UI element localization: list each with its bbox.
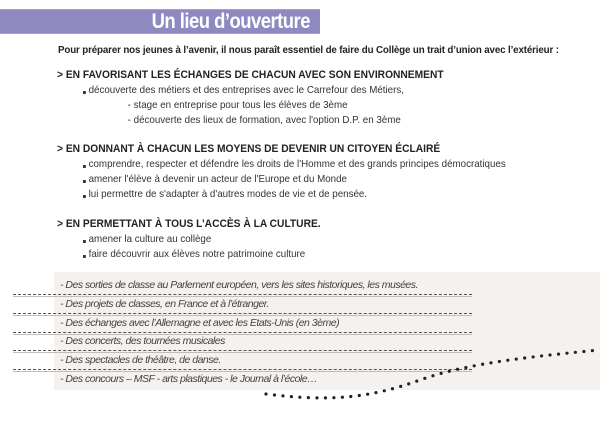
section-heading: > EN PERMETTANT À TOUS L’ACCÈS À LA CULTURE.: [57, 218, 321, 230]
list-item-text: découverte des métiers et des entreprises avec le Carrefour des Métiers,: [88, 84, 404, 96]
activity-item: - Des échanges avec l’Allemagne et avec les Etats-Unis (en 3ème): [60, 317, 340, 329]
intro-text: Pour préparer nos jeunes à l’avenir, il nous paraît essentiel de faire du Collège un trait d’union avec l’extérieur :: [58, 44, 559, 56]
sub-item: - stage en entreprise pour tous les élèves de 3ème: [127, 99, 348, 111]
section-heading: > EN DONNANT À CHACUN LES MOYENS DE DEVENIR UN CITOYEN ÉCLAIRÉ: [57, 143, 441, 155]
sub-item: - découverte des lieux de formation, avec l'option D.P. en 3ème: [127, 114, 401, 126]
list-item-text: comprendre, respecter et défendre les droits de l'Homme et des grands principes démocratiques: [88, 158, 506, 170]
section-heading: > EN FAVORISANT LES ÉCHANGES DE CHACUN AVEC SON ENVIRONNEMENT: [57, 69, 444, 81]
dotted-curve: [266, 350, 598, 398]
list-item-text: lui permettre de s'adapter à d'autres modes de vie et de pensée.: [88, 188, 368, 200]
activity-item: - Des concerts, des tournées musicales: [60, 335, 225, 347]
activity-item: - Des spectacles de théâtre, de danse.: [60, 354, 221, 366]
list-item-text: amener la culture au collège: [88, 233, 212, 245]
page-title: Un lieu d’ouverture: [151, 10, 310, 33]
activity-item: - Des sorties de classe au Parlement européen, vers les sites historiques, les musées.: [60, 279, 418, 291]
activity-item: - Des projets de classes, en France et à l’étranger.: [60, 298, 269, 310]
list-item-text: faire découvrir aux élèves notre patrimoine culture: [88, 248, 306, 260]
list-item-text: amener l'élève à devenir un acteur de l'Europe et du Monde: [88, 173, 347, 185]
activity-item: - Des concours – MSF - arts plastiques - le Journal à l’école…: [60, 373, 318, 385]
